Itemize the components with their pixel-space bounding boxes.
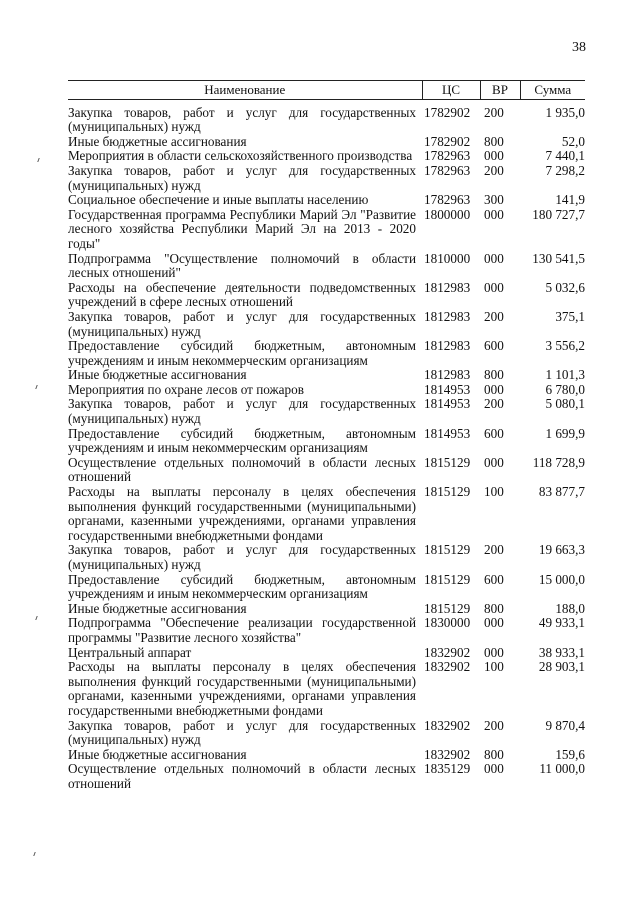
table-body — [68, 99, 585, 791]
row-name: Осуществление отдельных полномочий в области лесных отношений — [68, 454, 416, 485]
row-vr: 600 — [484, 571, 504, 587]
row-sum: 130 541,5 — [532, 250, 585, 266]
row-code: 1814953 — [424, 396, 471, 412]
row-vr: 000 — [484, 644, 504, 660]
row-vr: 000 — [484, 279, 504, 295]
table-row — [68, 602, 585, 617]
row-code: 1835129 — [424, 761, 471, 777]
row-name: Предоставление субсидий бюджетным, автономным учреждениям и иным некоммерческим организациям — [68, 571, 416, 602]
row-code: 1815129 — [424, 571, 471, 587]
row-sum: 83 877,7 — [538, 484, 585, 500]
row-sum: 15 000,0 — [538, 571, 585, 587]
row-code: 1815129 — [424, 454, 471, 470]
table-row — [68, 383, 585, 398]
row-vr: 000 — [484, 381, 504, 397]
row-vr: 000 — [484, 615, 504, 631]
table-row — [68, 573, 585, 602]
row-name: Закупка товаров, работ и услуг для государственных (муниципальных) нужд — [68, 396, 416, 427]
row-sum: 1 935,0 — [545, 104, 585, 120]
table-row — [68, 310, 585, 339]
row-code: 1800000 — [424, 206, 471, 222]
table-row — [68, 660, 585, 718]
row-vr: 800 — [484, 746, 504, 762]
row-sum: 159,6 — [555, 746, 585, 762]
row-name: Иные бюджетные ассигнования — [68, 600, 247, 616]
row-code: 1815129 — [424, 484, 471, 500]
table-row — [68, 762, 585, 791]
row-name: Предоставление субсидий бюджетным, автономным учреждениям и иным некоммерческим организациям — [68, 338, 416, 368]
row-vr: 100 — [484, 484, 504, 500]
row-vr: 200 — [484, 717, 504, 733]
row-vr: 200 — [484, 308, 504, 324]
row-code: 1832902 — [424, 644, 471, 660]
row-vr: 800 — [484, 600, 504, 616]
row-sum: 38 933,1 — [538, 644, 585, 660]
table-row — [68, 427, 585, 456]
row-sum: 49 933,1 — [538, 615, 585, 631]
row-sum: 5 080,1 — [545, 396, 585, 412]
row-code: 1832902 — [424, 746, 471, 762]
row-name: Иные бюджетные ассигнования — [68, 746, 247, 762]
row-name: Социальное обеспечение и иные выплаты населению — [68, 192, 369, 208]
header-code: ЦС — [422, 81, 480, 100]
table-row — [68, 646, 585, 661]
row-name: Подпрограмма "Осуществление полномочий в области лесных отношений" — [68, 250, 416, 281]
table-row — [68, 543, 585, 572]
row-sum: 188,0 — [555, 600, 585, 616]
row-code: 1782902 — [424, 104, 471, 120]
row-name: Расходы на выплаты персоналу в целях обеспечения выполнения функций государственными (муниципальными) органами, казенными учреждениями, органами управления государственными внебюджетными фондами — [68, 484, 416, 543]
row-name: Мероприятия в области сельскохозяйственного производства — [68, 148, 413, 164]
row-name: Подпрограмма "Обеспечение реализации государственной программы "Развитие лесного хозяйства" — [68, 615, 416, 645]
table-row — [68, 99, 585, 135]
row-vr: 200 — [484, 542, 504, 558]
header-name: Наименование — [68, 81, 422, 100]
row-sum: 5 032,6 — [545, 279, 585, 295]
row-sum: 6 780,0 — [545, 381, 585, 397]
row-code: 1782963 — [424, 148, 471, 164]
row-name: Центральный аппарат — [68, 644, 192, 660]
table-row — [68, 149, 585, 164]
header-sum: Сумма — [520, 81, 585, 100]
table-header-row — [68, 81, 585, 100]
row-name: Предоставление субсидий бюджетным, автономным учреждениям и иным некоммерческим организациям — [68, 425, 416, 456]
row-vr: 800 — [484, 133, 504, 149]
row-code: 1782963 — [424, 162, 471, 178]
row-vr: 200 — [484, 162, 504, 178]
row-sum: 1 101,3 — [545, 367, 585, 383]
table-row — [68, 485, 585, 543]
row-code: 1782963 — [424, 192, 471, 208]
row-vr: 200 — [484, 396, 504, 412]
row-vr: 200 — [484, 104, 504, 120]
row-code: 1815129 — [424, 542, 471, 558]
row-vr: 000 — [484, 206, 504, 222]
row-name: Расходы на обеспечение деятельности подведомственных учреждений в сфере лесных отношений — [68, 279, 416, 310]
row-sum: 118 728,9 — [532, 454, 585, 470]
row-code: 1812983 — [424, 308, 471, 324]
header-vr: ВР — [480, 81, 520, 100]
row-vr: 800 — [484, 367, 504, 383]
row-name: Закупка товаров, работ и услуг для государственных (муниципальных) нужд — [68, 717, 416, 748]
row-sum: 52,0 — [561, 133, 585, 149]
table-row — [68, 339, 585, 368]
row-sum: 180 727,7 — [532, 206, 585, 222]
table-row — [68, 135, 585, 150]
page-number: 38 — [572, 40, 586, 55]
row-code: 1832902 — [424, 717, 471, 733]
row-code: 1814953 — [424, 425, 471, 441]
row-sum: 3 556,2 — [545, 338, 585, 354]
row-sum: 28 903,1 — [538, 659, 585, 675]
table-row — [68, 368, 585, 383]
row-name: Мероприятия по охране лесов от пожаров — [68, 381, 304, 397]
budget-table — [68, 80, 585, 792]
row-name: Закупка товаров, работ и услуг для государственных (муниципальных) нужд — [68, 542, 416, 572]
table-row — [68, 252, 585, 281]
row-name: Закупка товаров, работ и услуг для государственных (муниципальных) нужд — [68, 308, 416, 339]
table-row — [68, 748, 585, 763]
row-code: 1830000 — [424, 615, 471, 631]
row-sum: 11 000,0 — [539, 761, 585, 777]
row-name: Осуществление отдельных полномочий в области лесных отношений — [68, 761, 416, 791]
table-row — [68, 616, 585, 645]
table-row — [68, 193, 585, 208]
row-name: Расходы на выплаты персоналу в целях обеспечения выполнения функций государственными (муниципальными) органами, казенными учреждениями, органами управления государственными внебюджетными фондами — [68, 659, 416, 718]
row-vr: 100 — [484, 659, 504, 675]
row-name: Иные бюджетные ассигнования — [68, 133, 247, 149]
table-row — [68, 208, 585, 252]
row-name: Закупка товаров, работ и услуг для государственных (муниципальных) нужд — [68, 104, 416, 135]
table-row — [68, 719, 585, 748]
table-row — [68, 281, 585, 310]
row-vr: 300 — [484, 192, 504, 208]
row-name: Государственная программа Республики Марий Эл "Развитие лесного хозяйства Республики Марий Эл на 2013 - 2020 годы" — [68, 206, 416, 251]
table-row — [68, 456, 585, 485]
row-sum: 9 870,4 — [545, 717, 585, 733]
row-vr: 600 — [484, 338, 504, 354]
margin-mark — [33, 852, 38, 856]
row-code: 1782902 — [424, 133, 471, 149]
table-row — [68, 397, 585, 426]
row-vr: 600 — [484, 425, 504, 441]
row-code: 1814953 — [424, 381, 471, 397]
row-code: 1812983 — [424, 279, 471, 295]
table-row — [68, 164, 585, 193]
row-name: Иные бюджетные ассигнования — [68, 367, 247, 383]
row-name: Закупка товаров, работ и услуг для государственных (муниципальных) нужд — [68, 162, 416, 193]
row-code: 1815129 — [424, 600, 471, 616]
margin-mark — [35, 385, 40, 389]
row-code: 1812983 — [424, 338, 471, 354]
row-vr: 000 — [484, 761, 504, 777]
row-vr: 000 — [484, 250, 504, 266]
row-sum: 7 440,1 — [545, 148, 585, 164]
row-code: 1812983 — [424, 367, 471, 383]
row-sum: 375,1 — [555, 308, 585, 324]
margin-mark — [37, 158, 42, 162]
row-sum: 7 298,2 — [545, 162, 585, 178]
row-code: 1810000 — [424, 250, 471, 266]
row-code: 1832902 — [424, 659, 471, 675]
row-vr: 000 — [484, 148, 504, 164]
row-vr: 000 — [484, 454, 504, 470]
row-sum: 141,9 — [555, 192, 585, 208]
row-sum: 19 663,3 — [538, 542, 585, 558]
row-sum: 1 699,9 — [545, 425, 585, 441]
margin-mark — [35, 616, 40, 620]
